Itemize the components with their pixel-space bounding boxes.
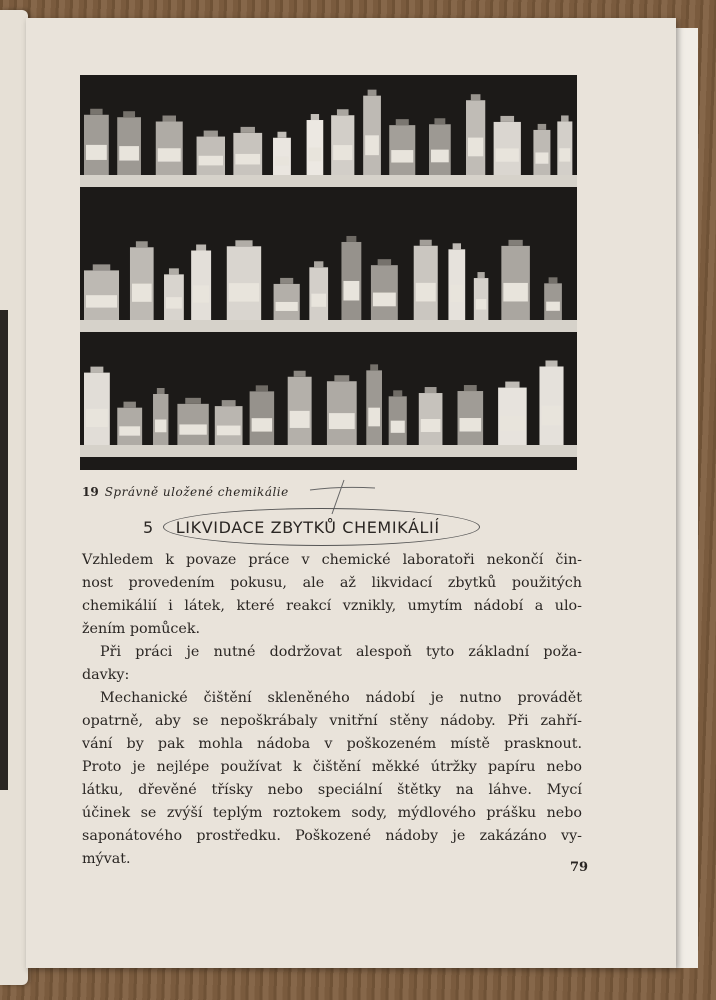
bottle-label: [158, 148, 181, 161]
text-line: opatrně, aby se nepoškrábaly vnitřní stěny nádoby. Při zahří-: [82, 713, 582, 729]
bottle-label: [166, 297, 182, 308]
bottle-cap: [204, 131, 218, 137]
bottle-cap: [280, 278, 293, 284]
text-line: látku, dřevěné třísky nebo speciální štětky na láhve. Mycí: [82, 782, 582, 798]
bottle-label: [235, 154, 260, 165]
bottle-cap: [464, 385, 477, 391]
shelf: [80, 320, 577, 332]
bottle-label: [460, 418, 482, 431]
bottle-cap: [90, 367, 103, 373]
bottle-cap: [235, 240, 252, 246]
bottle-cap: [425, 387, 437, 393]
bottle-label: [252, 418, 273, 431]
bottle-label: [217, 426, 241, 436]
text-line: chemikálií i látek, které reakcí vznikly, umytím nádobí a ulo-: [82, 598, 582, 614]
bottle-label: [193, 285, 209, 302]
bottle-label: [86, 409, 108, 427]
bottle-label: [119, 146, 139, 160]
text-line: mývat.: [82, 851, 131, 867]
bottle-cap: [538, 124, 546, 130]
bottle: [233, 133, 262, 175]
bottle-label: [496, 148, 519, 161]
bottle-cap: [157, 388, 165, 394]
body-text: [82, 549, 582, 871]
bottle-cap: [196, 245, 206, 251]
bottle-label: [468, 138, 483, 157]
bottle-cap: [90, 109, 102, 115]
page-number: 79: [570, 860, 589, 875]
bottle: [307, 120, 324, 175]
bottle-label: [132, 284, 152, 302]
text-line: Proto je nejlépe používat k čištění měkké útržky papíru nebo: [82, 759, 582, 775]
bottle-label: [416, 283, 436, 302]
bottle-label: [199, 156, 223, 166]
bottle-cap: [222, 400, 236, 406]
bottle-cap: [169, 268, 179, 274]
bottle-label: [503, 283, 528, 302]
bottle-label: [309, 148, 322, 162]
bottle-cap: [453, 243, 461, 249]
section-number: 5: [143, 518, 154, 537]
bottle-label: [86, 145, 107, 160]
bottle: [331, 115, 354, 175]
figure-caption: [82, 485, 289, 499]
bottle-label: [559, 148, 570, 161]
bottle-cap: [337, 109, 349, 115]
bottle-label: [476, 299, 487, 309]
section-heading: [143, 518, 440, 537]
bottle: [273, 138, 291, 175]
bottle-label: [365, 135, 379, 155]
bottle-cap: [185, 398, 201, 404]
bottle-cap: [396, 119, 409, 125]
bottle-label: [119, 426, 140, 435]
bottle-label: [450, 285, 463, 303]
bottle: [533, 130, 550, 175]
bottle-label: [391, 150, 413, 162]
bottle-label: [546, 302, 560, 311]
bottle-cap: [545, 360, 557, 366]
bottle-label: [500, 416, 525, 430]
bottle-label: [535, 152, 548, 163]
text-line: žením pomůcek.: [82, 621, 201, 637]
bottle: [419, 393, 443, 445]
section-title: LIKVIDACE ZBYTKŮ CHEMIKÁLIÍ: [175, 518, 440, 537]
bottle-label: [431, 150, 449, 163]
bottle-label: [368, 408, 380, 427]
bottle-cap: [471, 94, 481, 100]
bottle-label: [155, 419, 166, 432]
bottle-cap: [93, 264, 111, 270]
bottle-cap: [294, 371, 306, 377]
bottle: [466, 100, 485, 175]
bottle-label: [329, 413, 355, 429]
bottle-cap: [241, 127, 255, 133]
text-line: Při práci je nutné dodržovat alespoň tyto základní poža-: [100, 644, 582, 660]
bottle-label: [333, 145, 352, 160]
figure-number: 19: [82, 485, 99, 499]
bottle-label: [275, 156, 289, 165]
text-line: účinek se zvýší teplým roztokem sody, mýdlového prášku nebo: [82, 805, 582, 821]
bottle-label: [86, 295, 117, 307]
bottle-cap: [368, 90, 377, 96]
bottle-cap: [123, 402, 135, 408]
bottle-cap: [393, 390, 402, 396]
bottle-label: [391, 421, 405, 433]
bottle-label: [541, 406, 561, 426]
figure-photo-chemical-shelves: [80, 75, 577, 470]
bottle-label: [179, 424, 206, 434]
bottle-cap: [277, 132, 286, 138]
figure-caption-text: Správně uložené chemikálie: [104, 485, 289, 499]
bottle-label: [290, 411, 310, 428]
text-line: Vzhledem k povaze práce v chemické laboratoři nekončí čin-: [82, 552, 582, 568]
bottle-cap: [505, 382, 519, 388]
bottle-label: [343, 281, 359, 301]
bottle: [474, 278, 489, 320]
bottle-cap: [123, 111, 135, 117]
bottle-cap: [314, 261, 323, 267]
bottle-cap: [508, 240, 522, 246]
bottle-label: [276, 302, 298, 311]
bottle-cap: [346, 236, 356, 242]
bottle-cap: [561, 115, 569, 121]
bottle-cap: [378, 259, 391, 265]
bottle-cap: [420, 240, 432, 246]
bottle-label: [229, 283, 259, 301]
text-line: Mechanické čištění skleněného nádobí je nutno provádět: [100, 690, 582, 706]
text-line: saponátového prostředku. Poškozené nádoby je zakázáno vy-: [82, 828, 582, 844]
bottle-cap: [311, 114, 319, 120]
left-page-edge: [0, 310, 8, 790]
bottle-cap: [163, 116, 176, 122]
left-page: [0, 10, 28, 985]
bottle-cap: [334, 375, 349, 381]
bottle-label: [373, 293, 396, 307]
bottle-cap: [434, 118, 445, 124]
bottle-cap: [549, 277, 558, 283]
text-line: vání by pak mohla nádoba v poškozeném místě prasknout.: [82, 736, 582, 752]
text-line: nost provedením pokusu, ale až likvidací zbytků použitých: [82, 575, 582, 591]
bottle-cap: [500, 116, 514, 122]
bottle-label: [311, 294, 326, 307]
shelf: [80, 175, 577, 187]
bottle-cap: [477, 272, 484, 278]
bottle-label: [421, 419, 441, 432]
bottle: [389, 125, 415, 175]
bottle-cap: [370, 364, 378, 370]
text-line: davky:: [82, 667, 130, 683]
shelf: [80, 445, 577, 457]
bottle-cap: [256, 385, 268, 391]
bottle-cap: [136, 241, 148, 247]
